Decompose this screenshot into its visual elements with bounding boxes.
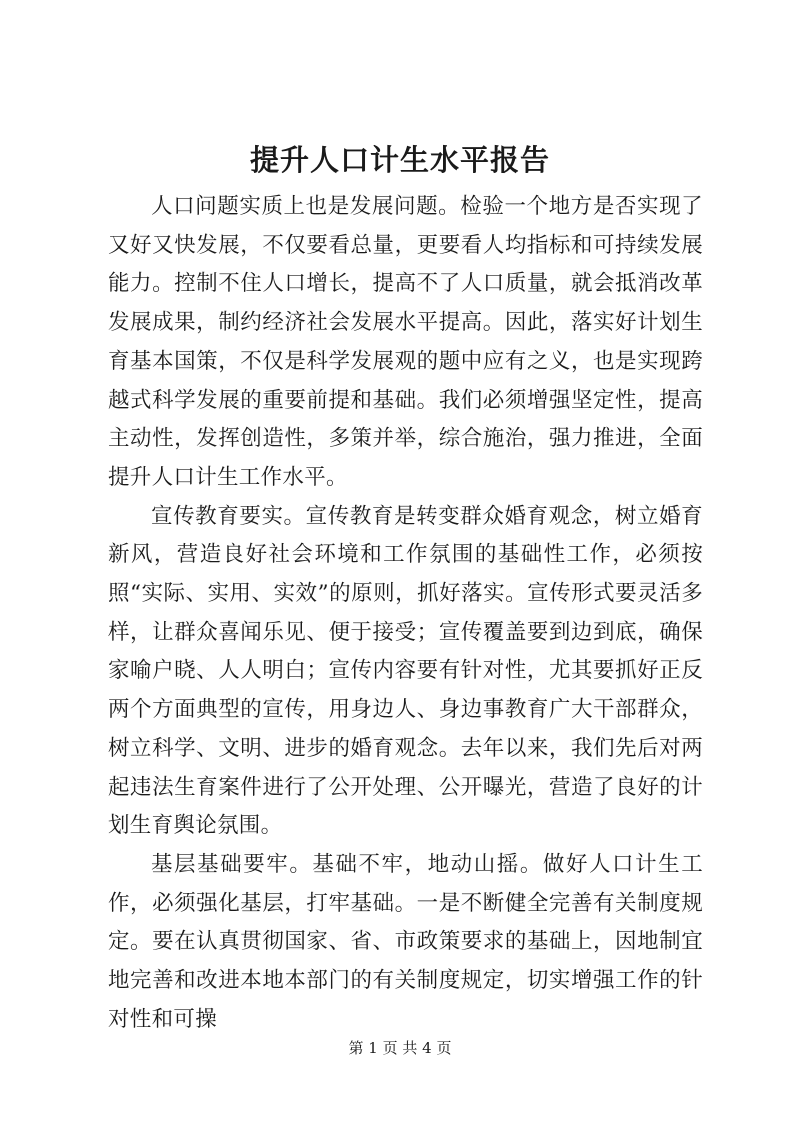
paragraph-grassroots: 基层基础要牢。基础不牢，地动山摇。做好人口计生工作，必须强化基层，打牢基础。一是不断健全完善有关制度规定。要在认真贯彻国家、省、市政策要求的基础上，因地制宜地完善和改进本地本部门的有关制度规定，切实增强工作的针对性和可操 xyxy=(108,851,703,1032)
page-title: 提升人口计生水平报告 xyxy=(249,143,550,177)
paragraph-intro: 人口问题实质上也是发展问题。检验一个地方是否实现了又好又快发展，不仅要看总量，更要看人均指标和可持续发展能力。控制不住人口增长，提高不了人口质量，就会抵消改革发展成果，制约经济社会发展水平提高。因此，落实好计划生育基本国策，不仅是科学发展观的题中应有之义，也是实现跨越式科学发展的重要前提和基础。我们必须增强坚定性，提高主动性，发挥创造性，多策并举，综合施治，强力推进，全面提升人口计生工作水平。 xyxy=(108,194,703,490)
document-body xyxy=(108,188,703,1039)
paragraph-publicity: 宣传教育要实。宣传教育是转变群众婚育观念，树立婚育新风，营造良好社会环境和工作氛围的基础性工作，必须按照“实际、实用、实效”的原则，抓好落实。宣传形式要灵活多样，让群众喜闻乐见、便于接受；宣传覆盖要到边到底，确保家喻户晓、人人明白；宣传内容要有针对性，尤其要抓好正反两个方面典型的宣传，用身边人、身边事教育广大干部群众，树立科学、文明、进步的婚育观念。去年以来，我们先后对两起违法生育案件进行了公开处理、公开曝光，营造了良好的计划生育舆论氛围。 xyxy=(108,503,703,839)
page-number-footer: 第 1 页 共 4 页 xyxy=(348,1039,452,1057)
